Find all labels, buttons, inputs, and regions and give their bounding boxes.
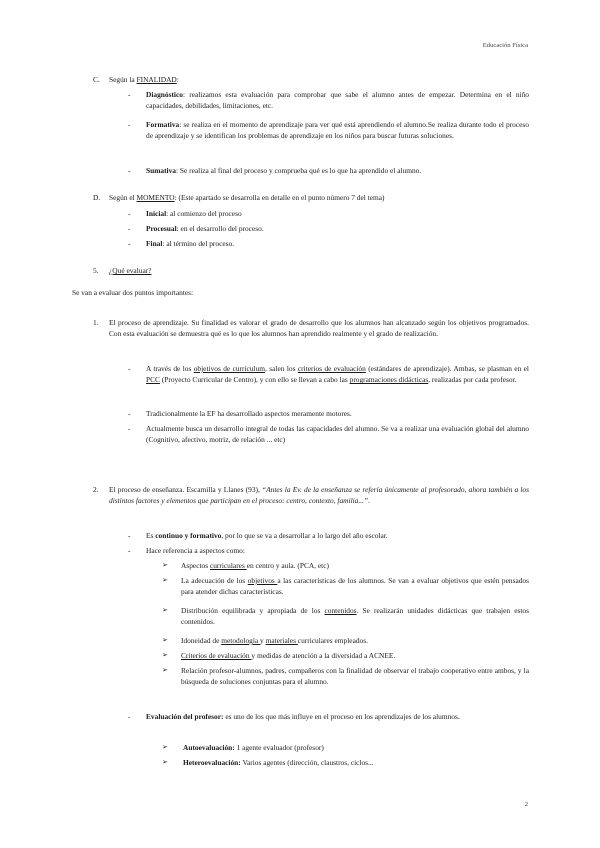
section-5-title: ¿Qué evaluar? (109, 266, 152, 275)
point-2-label: 2. (93, 485, 99, 494)
item-diagnostico: Diagnóstico: realizamos esta evaluación para comprobar que sabe el alumno antes de empezar. Determina en el niño capacidades, debilidades, limitaciones, etc. (146, 90, 529, 111)
arrow-bullet-icon: ➢ (162, 606, 168, 614)
bullet-dash: - (128, 712, 131, 721)
section-c-label: C. (93, 75, 100, 84)
section-d-heading: Según el MOMENTO: (Este apartado se desarrolla en detalle en el punto número 7 del tema) (109, 193, 385, 202)
bullet-dash: - (128, 166, 131, 175)
intro-line: Se van a evaluar dos puntos importantes: (72, 288, 194, 297)
arrow-bullet-icon: ➢ (162, 666, 168, 674)
arrow-bullet-icon: ➢ (162, 561, 168, 569)
arrow-bullet-icon: ➢ (162, 651, 168, 659)
aspect-relacion: Relación profesor-alumnos, padres, compañeros con la finalidad de observar el trabajo cooperativo entre ambos, y la búsqueda de soluciones conjuntas para el alumno. (181, 666, 529, 687)
aspect-criterios: Criterios de evaluación y medidas de atención a la diversidad a ACNEE. (181, 651, 396, 660)
aspect-metodologia: Idoneidad de metodología y materiales curriculares empleados. (181, 636, 368, 645)
point-2-bullet-3: Evaluación del profesor: es uno de los que más influye en el proceso en los aprendizajes de los alumnos. (146, 712, 460, 721)
autoevaluacion: Autoevaluación: 1 agente evaluador (profesor) (183, 743, 324, 752)
arrow-bullet-icon: ➢ (162, 758, 168, 766)
bullet-dash: - (128, 424, 131, 433)
item-formativa: Formativa: se realiza en el momento de aprendizaje para ver qué está aprendiendo el alumno.Se realiza durante todo el proceso de aprendizaje y se identifican los problemas de aprendizaje en los niños para buscar futuras soluciones. (146, 120, 529, 141)
heteroevaluacion: Heteroevaluación: Varios agentes (dirección, claustros, ciclos... (183, 758, 374, 767)
page-header: Educación Física (482, 42, 528, 49)
section-5-label: 5. (93, 266, 99, 275)
point-1-bullet-2: Tradicionalmente la EF ha desarrollado aspectos meramente motores. (146, 409, 352, 418)
arrow-bullet-icon: ➢ (162, 743, 168, 751)
bullet-dash: - (128, 90, 131, 99)
item-procesual: Procesual: en el desarrollo del proceso. (146, 224, 264, 233)
item-inicial: Inicial: al comienzo del proceso (146, 209, 242, 218)
page-number: 2 (524, 801, 528, 808)
bullet-dash: - (128, 409, 131, 418)
section-c-heading: Según la FINALIDAD: (109, 75, 179, 84)
point-1-label: 1. (93, 318, 99, 327)
bullet-dash: - (128, 364, 131, 373)
bullet-dash: - (128, 209, 131, 218)
item-sumativa: Sumativa: Se realiza al final del proceso y comprueba qué es lo que ha aprendido el alumno. (146, 166, 422, 175)
section-d-label: D. (93, 193, 101, 202)
point-2-bullet-1: Es continuo y formativo, por lo que se va a desarrollar a lo largo del año escolar. (146, 531, 388, 540)
bullet-dash: - (128, 546, 131, 555)
point-2-bullet-2: Hace referencia a aspectos como: (146, 546, 245, 555)
point-1-bullet-1: A través de los objetivos de currículum, salen los criterios de evaluación (estándares de aprendizaje). Ambas, se plasman en el PCC (Proyecto Curricular de Centro), y con ello se llevan a cabo las programaciones didácticas, realizadas por cada profesor. (146, 364, 529, 385)
aspect-curriculares: Aspectos curriculares en centro y aula. (PCA, etc) (181, 561, 329, 570)
bullet-dash: - (128, 120, 131, 129)
aspect-objetivos: La adecuación de los objetivos a las características de los alumnos. Se van a evaluar objetivos que estén pensados para atender dichas características. (181, 576, 529, 597)
aspect-contenidos: Distribución equilibrada y apropiada de los contenidos. Se realizarán unidades didácticas que trabajen estos contenidos. (181, 606, 529, 627)
bullet-dash: - (128, 531, 131, 540)
point-1-bullet-3: Actualmente busca un desarrollo integral de todas las capacidades del alumno. Se va a realizar una evaluación global del alumno (Cognitivo, afectivo, motriz, de relación ... etc) (146, 424, 529, 445)
arrow-bullet-icon: ➢ (162, 636, 168, 644)
arrow-bullet-icon: ➢ (162, 576, 168, 584)
item-final: Final: al término del proceso. (146, 239, 235, 248)
point-1-text: El proceso de aprendizaje. Su finalidad es valorar el grado de desarrollo que los alumnos han alcanzado según los objetivos programados. Con esta evaluación se demuestra qué es lo que los alumnos han aprendido realmente y el grado de realización. (109, 318, 529, 339)
bullet-dash: - (128, 224, 131, 233)
bullet-dash: - (128, 239, 131, 248)
point-2-text: El proceso de enseñanza. Escamilla y Llanes (93), “Antes la Ev. de la enseñanza se refería únicamente al profesorado, ahora también a los distintos factores y elementos que participan en el proceso: centro, contexto, familia...”. (109, 485, 530, 506)
